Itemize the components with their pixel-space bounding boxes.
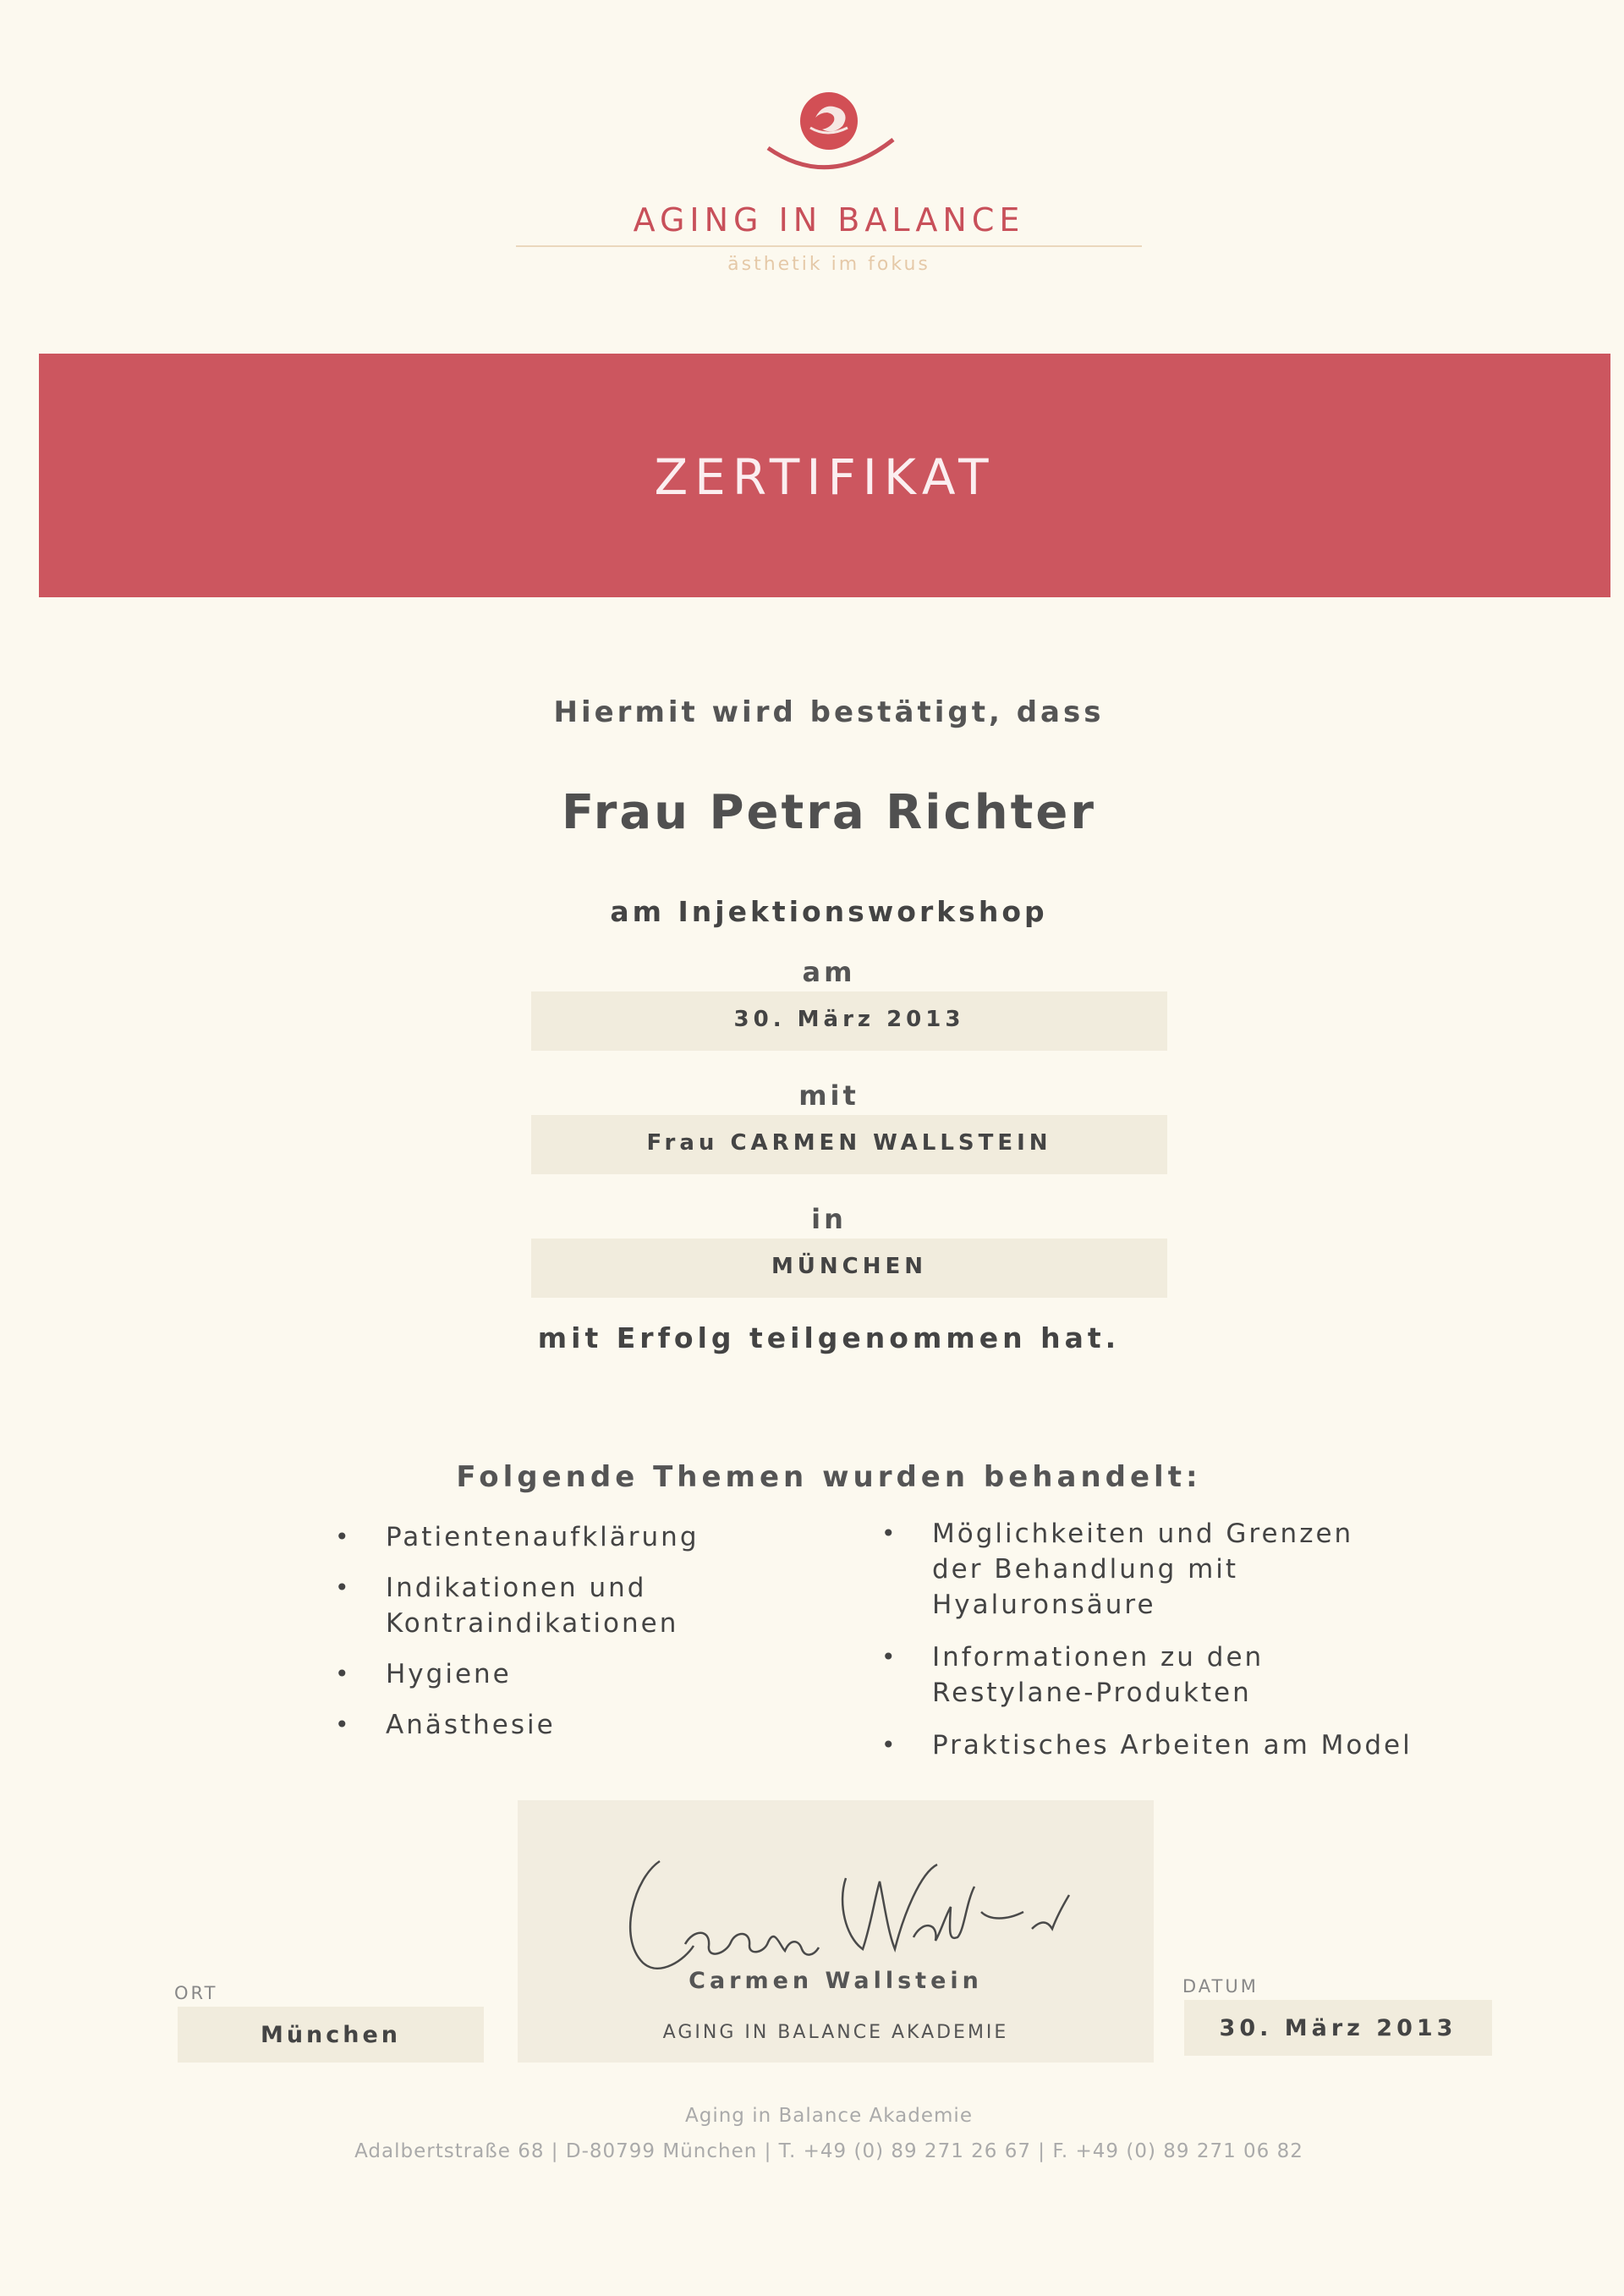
footer-address: Adalbertstraße 68 | D-80799 München | T. +49 (0) 89 271 26 67 | F. +49 (0) 89 271 06 82 <box>354 2140 1303 2162</box>
trainer-field: Frau CARMEN WALLSTEIN <box>646 1130 1052 1156</box>
ort-label: ORT <box>174 1983 218 2003</box>
workshop-line: am Injektionsworkshop <box>610 895 1048 928</box>
topic-item: • Praktisches Arbeiten am Model <box>932 1727 1473 1763</box>
topics-heading: Folgende Themen wurden behandelt: <box>456 1460 1202 1494</box>
recipient-name: Frau Petra Richter <box>562 785 1096 840</box>
topic-item: • Informationen zu den Restylane-Produkten <box>932 1640 1287 1711</box>
word-am: am <box>802 956 856 988</box>
success-line: mit Erfolg teilgenommen hat. <box>537 1321 1121 1354</box>
topic-item: • Patientenaufklärung <box>386 1519 859 1555</box>
topics-left-list <box>335 1519 859 1743</box>
topics-right-list <box>881 1516 1473 1763</box>
word-in: in <box>811 1203 847 1235</box>
certificate-title: ZERTIFIKAT <box>654 448 996 506</box>
confirm-line: Hiermit wird bestätigt, dass <box>553 695 1105 729</box>
bullet-icon: • <box>881 1519 898 1547</box>
date-field: 30. März 2013 <box>733 1007 965 1032</box>
bullet-icon: • <box>335 1660 352 1688</box>
handwritten-signature <box>592 1844 1100 1988</box>
datum-label: DATUM <box>1182 1976 1259 1997</box>
topic-item: • Anästhesie <box>386 1707 859 1743</box>
bullet-icon: • <box>335 1574 352 1601</box>
aging-in-balance-logo-icon <box>761 80 897 178</box>
word-mit: mit <box>798 1079 859 1112</box>
topic-item: • Hygiene <box>386 1656 859 1692</box>
brand-name: AGING IN BALANCE <box>633 201 1025 239</box>
brand-divider <box>516 245 1142 247</box>
title-banner <box>39 354 1610 597</box>
bullet-icon: • <box>335 1711 352 1738</box>
brand-tagline: ästhetik im fokus <box>727 254 930 275</box>
signatory-name: Carmen Wallstein <box>689 1968 983 1994</box>
datum-value: 30. März 2013 <box>1219 2015 1457 2041</box>
city-field: MÜNCHEN <box>771 1254 928 1279</box>
bullet-icon: • <box>881 1731 898 1759</box>
topic-item: • Indikationen und Kontraindikationen <box>386 1570 741 1641</box>
topic-item: • Möglichkeiten und Grenzen der Behandlung mit Hyaluronsäure <box>932 1516 1406 1623</box>
bullet-icon: • <box>335 1523 352 1551</box>
footer-organization: Aging in Balance Akademie <box>685 2105 973 2127</box>
ort-value: München <box>260 2022 402 2048</box>
bullet-icon: • <box>881 1643 898 1671</box>
signatory-organization: AGING IN BALANCE AKADEMIE <box>662 2022 1009 2043</box>
